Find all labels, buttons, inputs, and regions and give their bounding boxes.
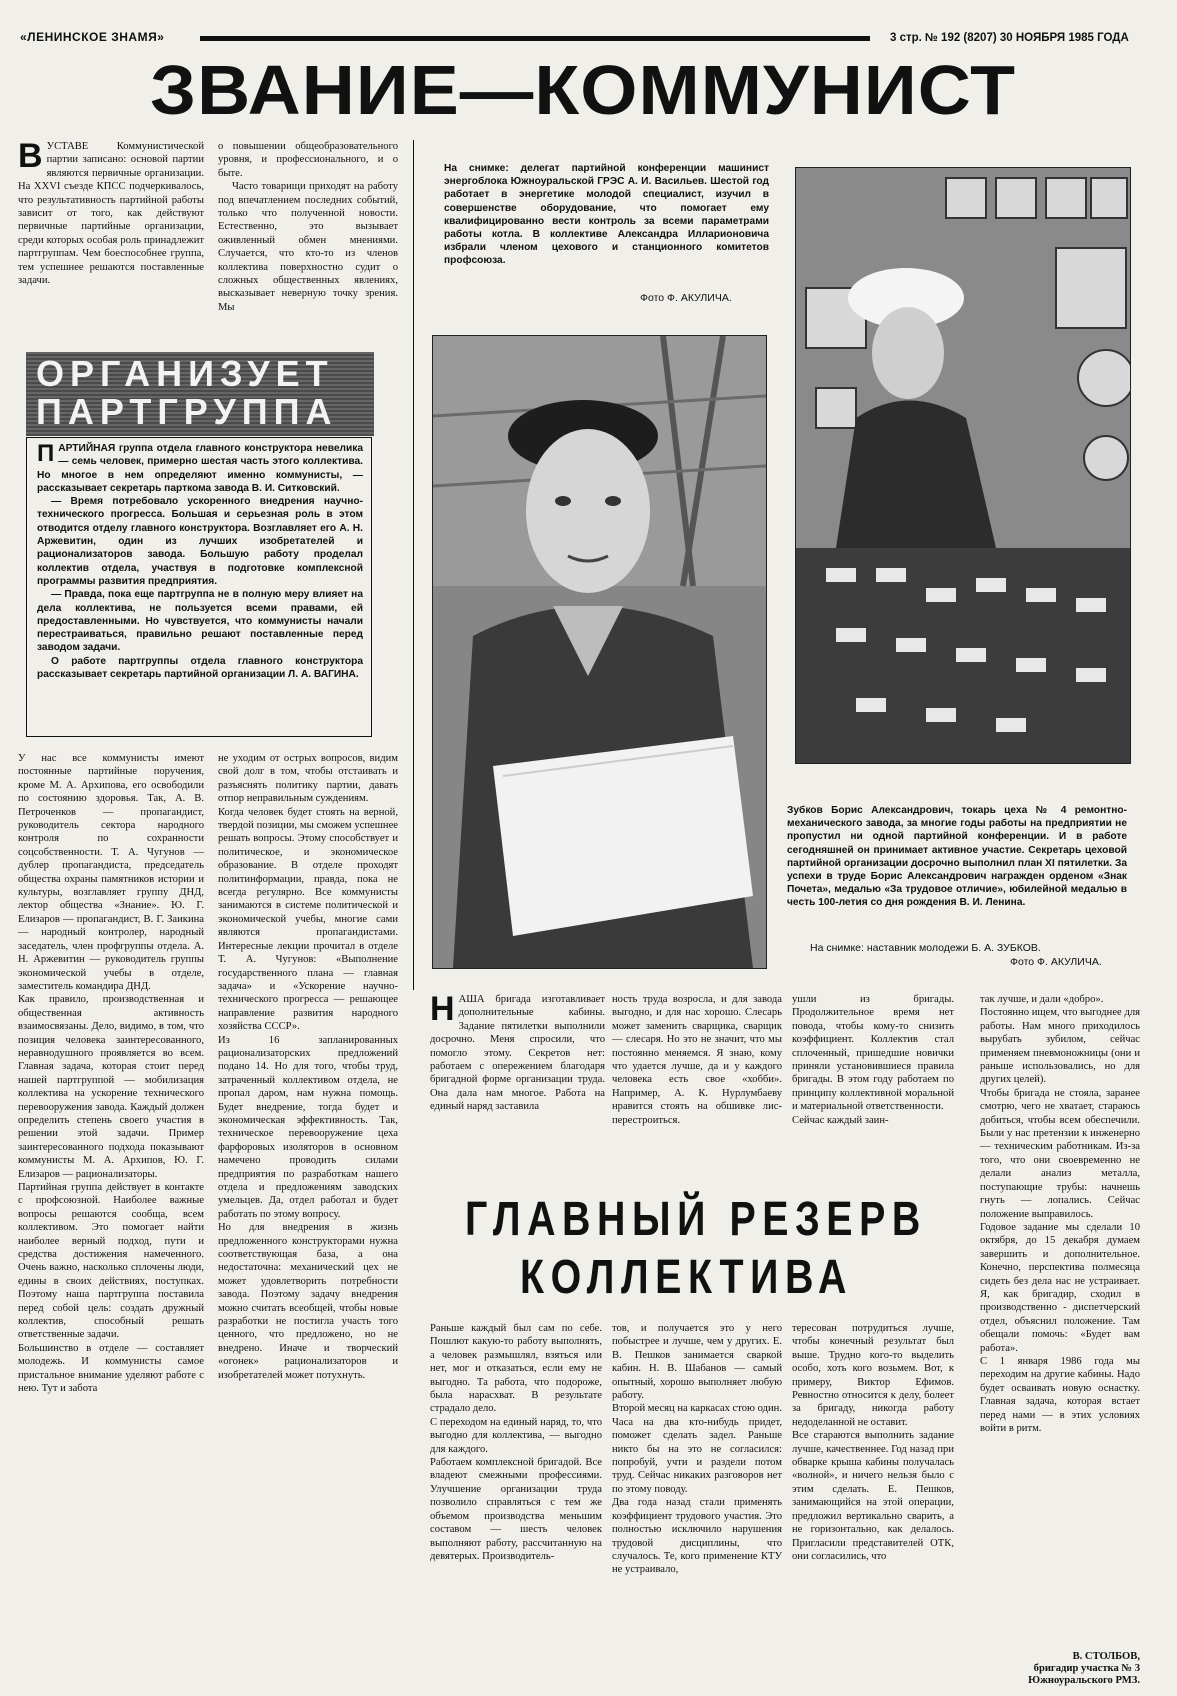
column-divider [413, 140, 414, 990]
article2-dropcap: Н [430, 993, 455, 1028]
article2-title-line-1: ГЛАВНЫЙ РЕЗЕРВ [465, 1193, 927, 1246]
article2-title-line-2: КОЛЛЕКТИВА [520, 1251, 853, 1304]
photo-zubkov [795, 167, 1131, 764]
article1-column-1: У нас все коммунисты имеют постоянные партийные поручения, кроме М. А. Архипова, его освободили по состоянию здоровья. Так, А. В. Петроченков — пропагандист, руководитель сектора народного контроля по сохранности соцсобственности. Т. А. Чугунов — дублер пропагандиста, председатель общества охраны памятников истории и культуры, возглавляет группу ДНД, лектор общества «Знание». Ю. Г. Елизаров — пропагандист, В. Г. Заикина — народный контролер, народный заседатель, член профгруппы отдела. А. Н. Аржевитин — руководитель группы экономической учебы в отделе, заместитель командира ДНД. Как правило, производственная и общественная активность взаимосвязаны. Дело, видимо, в том, что позиция человека заинтересованного, неравнодушного проявляется во всем. Главная задача, которая стоит перед нашей партгруппой — мобилизация коллектива на ускорение технического перевооружения завода. Каждый должен определить степень своего участия в решении этой задачи. Пример заинтересованного подхода показывают коммунисты М. А. Архипов, Ю. Г. Елизаров — рационализаторы. Партийная группа действует в контакте с профсоюзной. Наиболее важные вопросы решаются сообща, всем коллективом. Это помогает найти наиболее верный подход, пути и средства достижения намеченного. Очень важно, насколько сплочены люди, едины в своих действиях, поступках. Поэтому наша партгруппа поставила перед собой цель: создать дружный коллектив, способный решать ответственные задачи. Большинство в отделе — составляет молодежь. И коммунисты самое пристальное внимание уделяют работе с нею. Тут и забота [18, 753, 204, 1395]
article2-bottom-2: тов, и получается это у него побыстрее и лучше, чем у других. Е. В. Пешков занимается сваркой кабин. Н. В. Шабанов — самый опытный, хорошо выполняет любую работу. Второй месяц на каркасах стою один. Часа на два кто-нибудь придет, поможет сделать задел. Раньше никто бы на это не согласился: попробуй, учти и раздели потом труд. Сейчас никаких разговоров нет по этому поводу. Два года назад стали применять коэффициент трудового участия. Это полностью исключило нарушения трудовой дисциплины, что случалось. Те, кого применение КТУ не устраивало, [612, 1323, 782, 1576]
article2-text-4: так лучше, и дали «добро». Постоянно ищем, что выгоднее для работы. Нам много приходилось вырубать зубилом, сейчас применяем пневмоножницы (они и раньше использовались, но для других целей). Чтобы бригада не стояла, заранее смотрю, чего не хватает, стараюсь добиться, чтобы всем обеспечили. Были у нас претензии к инженерно — техническим работникам. Из-за того, что они своевременно не делали анализ металла, поступающие трубы: начнешь гнуть — лопались. Сейчас положение выправилось. Годовое задание мы сделали 10 октября, до 15 декабря думаем завершить и дополнительное. Конечно, перспектива полмесяца сидеть без дела нас не устраивает. Я, как бригадир, сходил в производственно - диспетчерский отдел, объяснил положение. Там обещали помочь: «Будет вам работа». С 1 января 1986 года мы переходим на другие кабины. Надо будет осваивать новую оснастку. Главная задача, которая встает перед нами — в этих условиях войти в ритм. [980, 994, 1140, 1434]
section-lead: АРТИЙНАЯ группа отдела главного конструктора невелика — семь человек, примерно шестая часть этого коллектива. Но многое в нем определяют именно коммунисты, — рассказывает секретарь парткома завода В. И. Ситковский. [37, 443, 363, 494]
photo2-subcaption: На снимке: наставник молодежи Б. А. ЗУБКОВ. [810, 942, 1041, 954]
section-p3: — Правда, пока еще партгруппа не в полную меру влияет на дела коллектива, не пользуется всеми правами, ей предоставленными. Но чувствуется, что коммунисты начали перестраиваться, правильно решают поставленные перед заводом задачи. [37, 589, 363, 654]
section-dropcap: П [37, 440, 55, 467]
photo1-credit: Фото Ф. АКУЛИЧА. [640, 292, 732, 304]
section-lead-box [26, 437, 372, 737]
photo-vasiliev [432, 335, 767, 969]
intro-column-1 [18, 140, 204, 345]
article1-column-2: не уходим от острых вопросов, видим свой долг в том, чтобы отстаивать и разъяснять политику партии, давать отпор неправильным суждениям. Когда человек будет стоять на верной, твердой позиции, мы сможем успешнее решать вопросы. Этому способствует и политическое, и экономическое образование. В отделе проходят политинформации, правда, пока не всегда регулярно. Все коммунисты занимаются в системе политической и экономической учебы, многие сами являются пропагандистами. Интересные лекции прочитал в отделе Т. А. Чугунов: «Выполнение государственного плана — главная задача» и «Ускорение научно-технического прогресса — решающее направление развития народного хозяйства СССР». Из 16 запланированных рационализаторских предложений подано 14. Но для того, чтобы труд, затраченный коллективом отдела, не пропал даром, нам нужна помощь. Будет внедрение, тогда будет и экономическая эффективность. Так, техническое перевооружение цеха фарфоровых изоляторов в основном намечено проводить силами предприятия по разработкам нашего отдела и предложениям заводских умельцев. Да, отдел работал и будет работать по этому вопросу. Но для внедрения в жизнь предложенного конструкторами нужна соответствующая база, а она недостаточна: механический цех не может удовлетворить потребности завода. Поэтому задачу внедрения можно считать всеобщей, чтобы новые разработки не постигла участь того ценного, что предложено, но не внедрено. Иначе и творческий «огонек» рационализаторов и изобретателей может потухнуть. [218, 753, 398, 1381]
article2-bottom-1: Раньше каждый был сам по себе. Пошлют какую-то работу выполнять, а человек размышлял, взяться или нет, мог и отказаться, если ему не выгодно. Та работа, что подороже, была нарасхват. В результате страдало дело. С переходом на единый наряд, то, что выгодно для коллектива, — выгодно для каждого. Работаем комплексной бригадой. Все владеют смежными профессиями. Улучшение организации труда позволило справляться с тем же объемом производства меньшим составом — шесть человек выполняют работу, рассчитанную на девятерых. Производитель- [430, 1323, 602, 1562]
intro-text: УСТАВЕ Коммунистической партии записано: основой партии являются первичные организации. На XXVI съезде КПСС подчеркивалось, что результативность партийной работы зависит от того, как действуют первичные партийные организации, среди которых особая роль принадлежит партгруппам. Чем боеспособнее группа, тем успешнее решаются поставленные задачи. [18, 141, 204, 287]
article2-column-3: ушли из бригады. Продолжительное время нет повода, чтобы кому-то снизить коэффициент. Коллектив стал сплоченный, пришедшие новички приняли установившиеся правила бригады. В этом году работаем по принципу коллективной моральной и материальной ответственности. Сейчас каждый заин- [792, 994, 954, 1126]
article2-signature-role: бригадир участка № 3 Южноуральского РМЗ. [1028, 1663, 1140, 1686]
masthead-rule [200, 36, 870, 41]
article2-bottom-3: тересован потрудиться лучше, чтобы конечный результат был выше. Трудно кого-то выделить особо, хоть кого возьмем. Вот, к примеру, Виктор Ефимов. Ревностно относится к делу, болеет за бригаду, никогда работу недоделанной не оставит. Все стараются выполнить задание лучше, качественнее. Год назад при обварке крыша кабины получалась «волной», и ничего нельзя было с этим сделать. Е. Пешков, занимающийся на этой операции, предложил вертикально сварить, а не горизонтально, как делалось. Пригласили представителей ОТК, они согласились, что [792, 1323, 954, 1562]
section-title-line-1: ОРГАНИЗУЕТ [36, 353, 334, 394]
photo2-credit: Фото Ф. АКУЛИЧА. [1010, 956, 1102, 968]
section-title-line-2: ПАРТГРУППА [36, 391, 338, 432]
intro-column-2 [218, 140, 398, 345]
photo1-caption: На снимке: делегат партийной конференции машинист энергоблока Южноуральской ГРЭС А. И. Васильев. Шестой год работает в энергетике молодой специалист, изучил в совершенстве оборудование, что помогает ему квалифицированно вести контроль за всеми параметрами работы котла. В коллективе Александра Илларионовича избрали членом цехового и станционного комитетов профсоюза. [444, 163, 769, 267]
intro-text-2: о повышении общеобразовательного уровня, и профессионального, и о быте. [218, 141, 398, 179]
control-room-image [796, 168, 1130, 763]
page-headline: ЗВАНИЕ—КОММУНИСТ [150, 51, 1017, 129]
paper-name: «ЛЕНИНСКОЕ ЗНАМЯ» [20, 30, 165, 44]
intro-dropcap: В [18, 140, 43, 175]
photo2-caption: Зубков Борис Александрович, токарь цеха № 4 ремонтно-механического завода, за многие годы работы на предприятии не пропустил ни одной партийной конференции. И в работе сегодняшней он принимает активное участие. Секретарь цеховой партийной организации досрочно выполнил план XI пятилетки. За успехи в труде Борис Александрович награжден орденом «Знак Почета», медалью «За трудовое отличие», юбилейной медалью в честь 100-летия со дня рождения В. И. Ленина. [787, 805, 1127, 909]
article2-column-4 [980, 993, 1140, 1643]
article2-column-1 [430, 993, 605, 1188]
article2-signature: В. СТОЛБОВ, [1072, 1651, 1140, 1662]
article2-column-2: ность труда возросла, и для завода выгодно, и для нас хорошо. Слесарь может заменить сварщика, сварщик — слесаря. Но это не значит, что мы постоянно меняемся. Я знаю, кому что удается лучше, да и у каждого человека есть свое «хобби». Например, А. К. Нурлумбаеву нравится стоять на обшивке лис-перестроиться. [612, 994, 782, 1126]
issue-info: 3 стр. № 192 (8207) 30 НОЯБРЯ 1985 ГОДА [890, 32, 1129, 44]
article2-text-1: АША бригада изготавливает дополнительные кабины. Задание пятилетки выполнили досрочно. Меня спросили, что помогло этому. Секретов нет: работаем с опережением благодаря бригадной форме организации труда. Она дала нам многое. Работа на единый наряд заставила [430, 994, 605, 1113]
section-p2: — Время потребовало ускоренного внедрения научно-технического прогресса. Большая и серьезная роль в этом отводится отделу главного конструктора. Возглавляет его А. Н. Аржевитин, один из лучших изобретателей и рационализаторов завода. Большую работу проделал коллектив отдела, участвуя в подготовке комплексной программы развития предприятия. [37, 496, 363, 587]
portrait-image [433, 336, 766, 968]
section-p4: О работе партгруппы отдела главного конструктора рассказывает секретарь партийной организации Л. А. ВАГИНА. [37, 655, 363, 681]
section-title-banner [26, 352, 374, 436]
intro-text-3: Часто товарищи приходят на работу под впечатлением последних событий, только что полученной новости. Естественно, это вызывает оживленный обмен мнениями. Случается, что кто-то из членов коллектива поверхностно судит о сложных общественных явлениях, высказывает неверную точку зрения. Мы [218, 181, 398, 313]
